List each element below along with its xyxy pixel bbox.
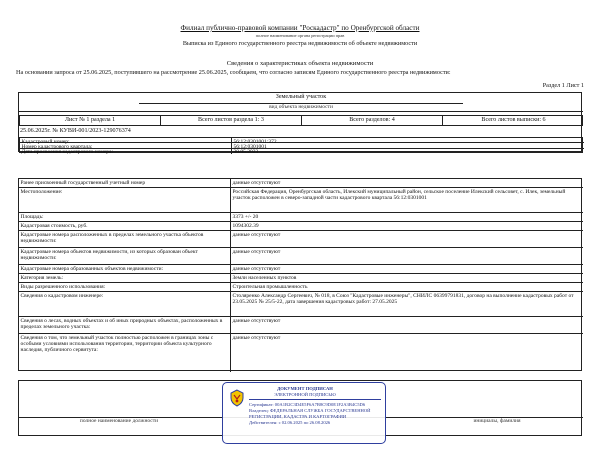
detail-label: Кадастровые номера образованных объектов недвижимости: bbox=[19, 265, 231, 274]
basic-value: 30.05.2023 bbox=[233, 149, 259, 156]
stamp-line-1: Сертификат: 00A1B2C3D4E5F6A7B8C9D0E1F2A3B4C5D6 bbox=[249, 402, 366, 407]
detail-label: Сведения о кадастровом инженере: bbox=[19, 292, 231, 317]
detail-label: Кадастровые номера объектов недвижимости, из которых образован объект недвижимости: bbox=[19, 248, 231, 265]
details-table bbox=[18, 178, 582, 371]
detail-value: Российская Федерация, Оренбургская область, Илекский муниципальный район, сельское поселение Илекский сельсовет, с. Илек, земельный участок расположен в северо-западной части кадастрового квартала 56:12:0301001 bbox=[231, 188, 583, 213]
sheet-no: Лист № 1 раздела 1 bbox=[20, 116, 161, 125]
detail-label: Сведения о лесах, водных объектах и об иных природных объектах, расположенных в пределах земельного участка: bbox=[19, 317, 231, 334]
detail-value: Строительная промышленность bbox=[231, 283, 583, 292]
frame-divider bbox=[19, 111, 583, 112]
position-caption: полное наименование должности bbox=[79, 418, 159, 424]
intro-text: На основании запроса от 25.06.2025, поступившего на рассмотрение 25.06.2025, сообщаем, что согласно записям Единого государственного реестра недвижимости: bbox=[16, 69, 451, 76]
detail-label: Виды разрешенного использования: bbox=[19, 283, 231, 292]
detail-value: данные отсутствуют bbox=[231, 231, 583, 248]
branch-name: Филиал публично-правовой компании "Роскадастр" по Оренбургской области bbox=[180, 24, 420, 32]
sheets-total: Всего листов выписки: 6 bbox=[481, 116, 546, 123]
detail-value: данные отсутствуют bbox=[231, 317, 583, 334]
detail-label: Местоположение: bbox=[19, 188, 231, 213]
stamp-divider bbox=[249, 399, 381, 400]
object-type: Земельный участок bbox=[275, 94, 327, 100]
detail-value: данные отсутствуют bbox=[232, 334, 281, 341]
sheet-info-row bbox=[19, 115, 583, 126]
basic-value: 56:12:0301001:372 bbox=[232, 138, 584, 143]
detail-value: Земли населенных пунктов bbox=[231, 274, 583, 283]
detail-label: Кадастровые номера расположенных в пределах земельного участка объектов недвижимости: bbox=[19, 231, 231, 248]
basic-label: Кадастровый номер: bbox=[20, 138, 232, 143]
detail-value: Столяренко Александр Сергеевич, № 018, в Союз "Кадастровые инженеры", СНИЛС 06399791831, договор на выполнение кадастровых работ от 23.05.2025 № 25/5-22, дата завершения кадастровых работ: 27.05.2025 bbox=[231, 292, 583, 317]
basic-value: 56:12:0301001 bbox=[232, 143, 584, 148]
sheets-in-section: Всего листов раздела 1: 3 bbox=[161, 116, 302, 125]
detail-value: данные отсутствуют bbox=[231, 265, 583, 274]
sections-total: Всего разделов: 4 bbox=[302, 116, 443, 125]
detail-value: 1094302.39 bbox=[231, 222, 583, 231]
name-caption: инициалы, фамилия bbox=[473, 418, 521, 424]
stamp-line-3: РЕГИСТРАЦИИ, КАДАСТРА И КАРТОГРАФИИ bbox=[249, 414, 347, 419]
detail-label: Кадастровая стоимость, руб. bbox=[19, 222, 231, 231]
document-heading: Сведения о характеристиках объекта недвижимости bbox=[226, 60, 374, 67]
branch-subtitle: полное наименование органа регистрации прав bbox=[255, 33, 345, 38]
detail-label: Ранее присвоенный государственный учетный номер bbox=[19, 179, 231, 188]
stamp-line-4: Действителен: с 02.06.2025 по 26.08.2026 bbox=[249, 420, 331, 425]
detail-label: Площадь: bbox=[19, 213, 231, 222]
stamp-line-2: Владелец: ФЕДЕРАЛЬНАЯ СЛУЖБА ГОСУДАРСТВЕННОЙ bbox=[249, 408, 371, 413]
basic-label: Номер кадастрового квартала: bbox=[20, 143, 232, 148]
basic-label: Дата присвоения кадастрового номера: bbox=[20, 149, 232, 154]
detail-value: данные отсутствуют bbox=[231, 179, 583, 188]
object-type-caption: вид объекта недвижимости bbox=[269, 104, 333, 110]
section-sheet: Раздел 1 Лист 1 bbox=[542, 82, 584, 89]
basic-table bbox=[19, 137, 583, 156]
extract-title: Выписка из Единого государственного реестра недвижимости об объекте недвижимости bbox=[182, 40, 418, 47]
object-frame bbox=[18, 92, 582, 156]
e-signature-stamp bbox=[222, 382, 386, 444]
stamp-title-2: ЭЛЕКТРОННОЙ ПОДПИСЬЮ bbox=[274, 392, 336, 397]
stamp-title-1: ДОКУМЕНТ ПОДПИСАН bbox=[277, 386, 333, 391]
detail-value: 3373 +/- 20 bbox=[231, 213, 583, 222]
date-number: 25.06.2025г. № КУВИ-001/2023-129076374 bbox=[20, 128, 131, 134]
detail-label: Категория земель: bbox=[19, 274, 231, 283]
detail-label: Сведения о том, что земельный участок полностью расположен в границах зоны с особыми условиями использования территории, территории объекта культурного наследия, публичного сервитута: bbox=[19, 334, 231, 372]
detail-value: данные отсутствуют bbox=[231, 248, 583, 265]
